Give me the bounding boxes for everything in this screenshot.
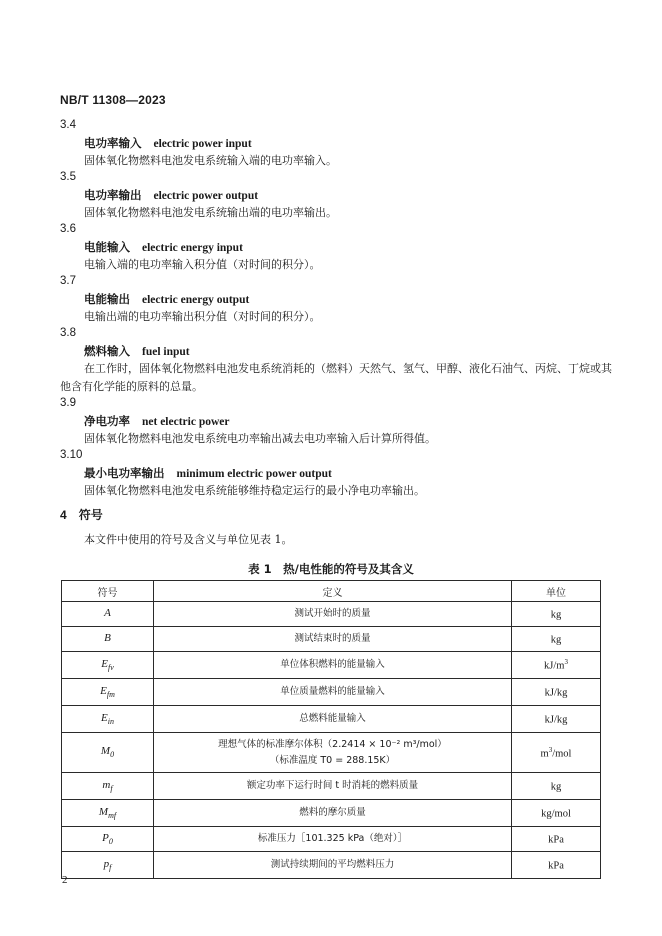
- page-number: 2: [62, 874, 68, 886]
- term-3-7: [60, 272, 620, 326]
- term-definition: 电输出端的电功率输出积分值（对时间的积分）。: [84, 310, 321, 323]
- definition-cell: 单位质量燃料的能量输入: [154, 679, 512, 706]
- term-english: fuel input: [142, 346, 190, 358]
- unit-cell: kg/mol: [512, 800, 601, 827]
- term-chinese: 电功率输入: [84, 136, 142, 150]
- definition-cell: 燃料的摩尔质量: [154, 800, 512, 827]
- unit-cell: kg: [512, 627, 601, 652]
- definition-cell: 测试结束时的质量: [154, 627, 512, 652]
- term-chinese: 电能输入: [84, 240, 130, 254]
- unit-cell: $m^3$/mol: [512, 733, 601, 773]
- definition-cell: 测试开始时的质量: [154, 602, 512, 627]
- header-symbol: 符号: [62, 581, 154, 602]
- definition-cell: 标准压力［101.325 kPa（绝对）］: [154, 827, 512, 852]
- symbol-cell: $E_{fm}$: [62, 679, 154, 706]
- symbol-cell: $E_{in}$: [62, 706, 154, 733]
- table-row: [62, 773, 601, 800]
- term-3-9: [60, 394, 620, 448]
- term-number: 3.9: [60, 397, 76, 409]
- definition-cell: 测试持续期间的平均燃料压力: [154, 852, 512, 879]
- symbol-cell: B: [62, 627, 154, 652]
- unit-cell: kJ/kg: [512, 679, 601, 706]
- header-unit: 单位: [512, 581, 601, 602]
- symbol-cell: $P_0$: [62, 827, 154, 852]
- table-row: [62, 733, 601, 773]
- table-row: [62, 800, 601, 827]
- term-definition: 固体氧化物燃料电池发电系统能够维持稳定运行的最小净电功率输出。: [84, 484, 425, 497]
- symbol-cell: A: [62, 602, 154, 627]
- unit-cell: kg: [512, 602, 601, 627]
- term-number: 3.6: [60, 223, 76, 235]
- symbol-cell: $p_f$: [62, 852, 154, 879]
- term-heading: [60, 464, 620, 482]
- symbols-table: [61, 580, 601, 879]
- table-caption: 表 1 热/电性能的符号及其含义: [248, 562, 414, 576]
- term-english: minimum electric power output: [176, 468, 332, 480]
- table-row: [62, 652, 601, 679]
- term-3-6: [60, 220, 620, 274]
- header-definition: 定义: [154, 581, 512, 602]
- term-number: 3.7: [60, 275, 76, 287]
- definition-cell: [154, 733, 512, 773]
- term-english: electric energy output: [142, 294, 250, 306]
- term-heading: [60, 134, 620, 152]
- unit-cell: kPa: [512, 852, 601, 879]
- standard-code-header: NB/T 11308—2023: [60, 93, 166, 107]
- term-number: 3.5: [60, 171, 76, 183]
- table-row: [62, 679, 601, 706]
- term-number: 3.4: [60, 119, 76, 131]
- symbol-cell: $M_{mf}$: [62, 800, 154, 827]
- symbol-cell: $m_f$: [62, 773, 154, 800]
- table-row: [62, 852, 601, 879]
- table-row: [62, 602, 601, 627]
- table-row: [62, 627, 601, 652]
- term-chinese: 燃料输入: [84, 344, 130, 358]
- section-title: 符号: [78, 508, 103, 522]
- term-3-10: [60, 446, 620, 500]
- definition-cell: 总燃料能量输入: [154, 706, 512, 733]
- term-heading: [60, 412, 620, 430]
- term-english: electric power input: [153, 138, 252, 150]
- term-3-8: [60, 324, 620, 396]
- symbol-cell: $M_0$: [62, 733, 154, 773]
- section-number: 4: [60, 508, 67, 522]
- symbol-cell: $E_{fv}$: [62, 652, 154, 679]
- unit-cell: kg: [512, 773, 601, 800]
- intro-paragraph: 本文件中使用的符号及含义与单位见表 1。: [84, 533, 293, 546]
- term-definition: 电输入端的电功率输入积分值（对时间的积分）。: [84, 258, 321, 271]
- unit-cell: kPa: [512, 827, 601, 852]
- unit-cell: $kJ/m^3$: [512, 652, 601, 679]
- term-heading: [60, 290, 620, 308]
- definition-cell: 额定功率下运行时间 t 时消耗的燃料质量: [154, 773, 512, 800]
- term-3-4: [60, 116, 620, 170]
- definition-line-2: （标准温度 T0 = 288.15K）: [269, 754, 396, 766]
- unit-cell: kJ/kg: [512, 706, 601, 733]
- term-definition: 固体氧化物燃料电池发电系统输出端的电功率输出。: [84, 206, 337, 219]
- term-chinese: 电功率输出: [84, 188, 142, 202]
- term-chinese: 净电功率: [84, 414, 130, 428]
- term-heading: [60, 342, 620, 360]
- term-definition: 固体氧化物燃料电池发电系统电功率输出减去电功率输入后计算所得值。: [84, 432, 436, 445]
- term-chinese: 电能输出: [84, 292, 130, 306]
- term-heading: [60, 238, 620, 256]
- term-english: net electric power: [142, 416, 230, 428]
- term-heading: [60, 186, 620, 204]
- table-header-row: [62, 581, 601, 602]
- term-english: electric power output: [153, 190, 259, 202]
- term-definition: 在工作时，固体氧化物燃料电池发电系统消耗的（燃料）天然气、氢气、甲醇、液化石油气、丙烷、丁烷或其他含有化学能的原料的总量。: [60, 362, 612, 393]
- term-definition: 固体氧化物燃料电池发电系统输入端的电功率输入。: [84, 154, 337, 167]
- term-3-5: [60, 168, 620, 222]
- definition-cell: 单位体积燃料的能量输入: [154, 652, 512, 679]
- table-row: [62, 706, 601, 733]
- term-number: 3.10: [60, 449, 83, 461]
- term-chinese: 最小电功率输出: [84, 466, 165, 480]
- term-number: 3.8: [60, 327, 76, 339]
- table-row: [62, 827, 601, 852]
- section-heading: [60, 506, 103, 524]
- definition-line: 理想气体的标准摩尔体积（2.2414 × 10⁻² m³/mol）: [218, 738, 447, 750]
- term-english: electric energy input: [142, 242, 243, 254]
